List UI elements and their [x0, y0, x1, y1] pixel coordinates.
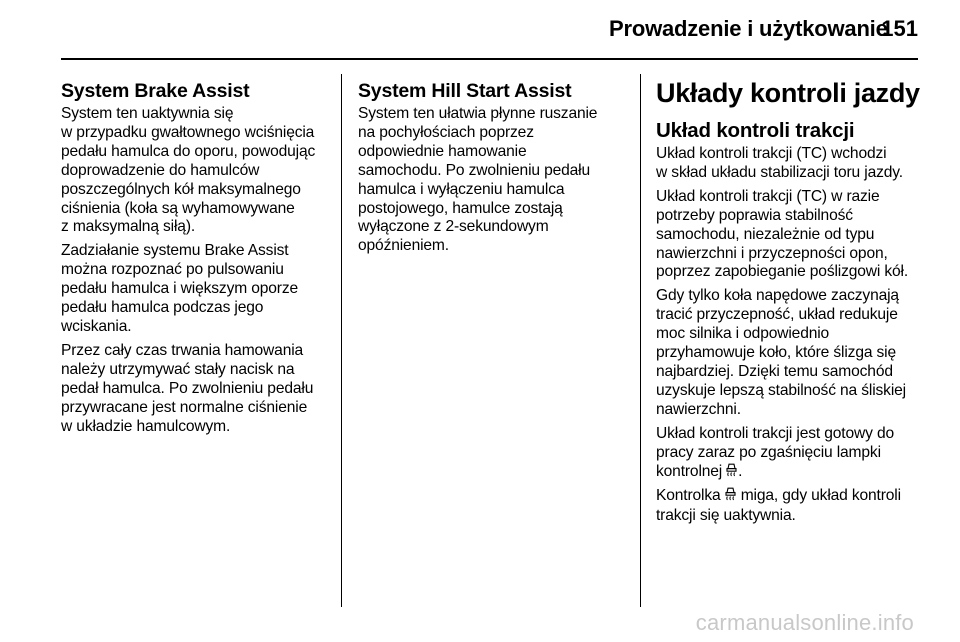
text-line: można rozpoznać po pulsowaniu [61, 261, 284, 279]
text-line [656, 463, 936, 483]
text-line: wciskania. [61, 317, 132, 335]
text-line: poszczególnych kół maksymalnego [61, 180, 301, 198]
text-line: potrzeby poprawia stabilność [656, 206, 853, 224]
paragraph [656, 188, 936, 283]
text-line: poprzez zapobieganie poślizgowi kół. [656, 263, 909, 281]
text-line: Układ kontroli trakcji jest gotowy do [656, 424, 894, 442]
column-divider-2 [640, 74, 641, 607]
text-line: ciśnienia (koła są wyhamowywane [61, 199, 295, 217]
text-line: tracić przyczepność, układ redukuje [656, 306, 898, 324]
column-hill-start-assist [358, 80, 633, 261]
text-line: nawierzchni i przyczepności opon, [656, 244, 888, 262]
page-number: 151 [881, 16, 918, 41]
text-line [656, 487, 936, 507]
text-line: Przez cały czas trwania hamowania [61, 341, 304, 359]
paragraph [656, 145, 936, 183]
text-line: System ten ułatwia płynne ruszanie [358, 105, 598, 122]
header-rule [61, 58, 918, 60]
paragraph [358, 105, 633, 256]
text-line: moc silnika i odpowiednio [656, 325, 830, 343]
text-line: wyłączone z 2-sekundowym [358, 218, 549, 236]
running-header-title: Prowadzenie i użytkowanie [609, 16, 888, 41]
text-line: z maksymalną siłą). [61, 218, 196, 236]
text-line: odpowiednie hamowanie [358, 142, 527, 160]
text-line: hamulca i wyłączeniu hamulca [358, 180, 565, 198]
section-heading-brake-assist: System Brake Assist [61, 80, 250, 102]
text-line: w układzie hamulcowym. [61, 417, 231, 435]
paragraph [656, 287, 936, 419]
text-line: na pochyłościach poprzez [358, 123, 534, 141]
text-line: trakcji się uaktywnia. [656, 507, 796, 525]
text-fragment: . [738, 462, 743, 480]
text-fragment: kontrolnej [656, 462, 723, 480]
text-fragment: Kontrolka [656, 487, 721, 505]
text-line: pedału hamulca i większym oporze [61, 280, 299, 298]
text-line: Układ kontroli trakcji (TC) w razie [656, 187, 880, 205]
text-line: w skład układu stabilizacji toru jazdy. [656, 163, 903, 181]
text-line: samochodu. Po zwolnieniu pedału [358, 161, 591, 179]
column-brake-assist [61, 80, 333, 441]
text-line: opóźnieniem. [358, 237, 449, 255]
paragraph [61, 105, 333, 237]
chapter-heading: Układy kontroli jazdy [656, 78, 920, 108]
text-line: przywracane jest normalne ciśnienie [61, 398, 308, 416]
text-line: w przypadku gwałtownego wciśnięcia [61, 123, 315, 141]
text-line: uzyskuje lepszą stabilność na śliskiej [656, 381, 906, 399]
text-line: najbardziej. Dzięki temu samochód [656, 362, 893, 380]
text-line: Zadziałanie systemu Brake Assist [61, 242, 289, 260]
section-heading-traction-control: Układ kontroli trakcji [656, 119, 855, 142]
traction-control-icon [725, 487, 736, 507]
paragraph [656, 425, 936, 483]
text-line: nawierzchni. [656, 400, 741, 418]
text-line: należy utrzymywać stały nacisk na [61, 360, 295, 378]
text-line: Gdy tylko koła napędowe zaczynają [656, 287, 899, 305]
section-heading-hill-start-assist: System Hill Start Assist [358, 80, 572, 102]
paragraph [656, 487, 936, 526]
traction-control-icon [726, 463, 737, 483]
text-line: przyhamowuje koło, które ślizga się [656, 344, 897, 362]
text-fragment: miga, gdy układ kontroli [740, 487, 901, 505]
text-line: Układ kontroli trakcji (TC) wchodzi [656, 145, 887, 162]
column-divider-1 [341, 74, 342, 607]
text-line: pracy zaraz po zgaśnięciu lampki [656, 443, 881, 461]
text-line: pedału hamulca podczas jego [61, 299, 264, 317]
paragraph [61, 342, 333, 437]
column-driving-control-systems [656, 80, 936, 531]
paragraph [61, 242, 333, 337]
text-line: System ten uaktywnia się [61, 105, 234, 122]
text-line: samochodu, niezależnie od typu [656, 225, 875, 243]
watermark: carmanualsonline.info [695, 610, 914, 635]
text-line: pedał hamulca. Po zwolnieniu pedału [61, 379, 314, 397]
text-line: doprowadzenie do hamulców [61, 161, 260, 179]
text-line: pedału hamulca do oporu, powodując [61, 142, 316, 160]
text-line: postojowego, hamulce zostają [358, 199, 563, 217]
